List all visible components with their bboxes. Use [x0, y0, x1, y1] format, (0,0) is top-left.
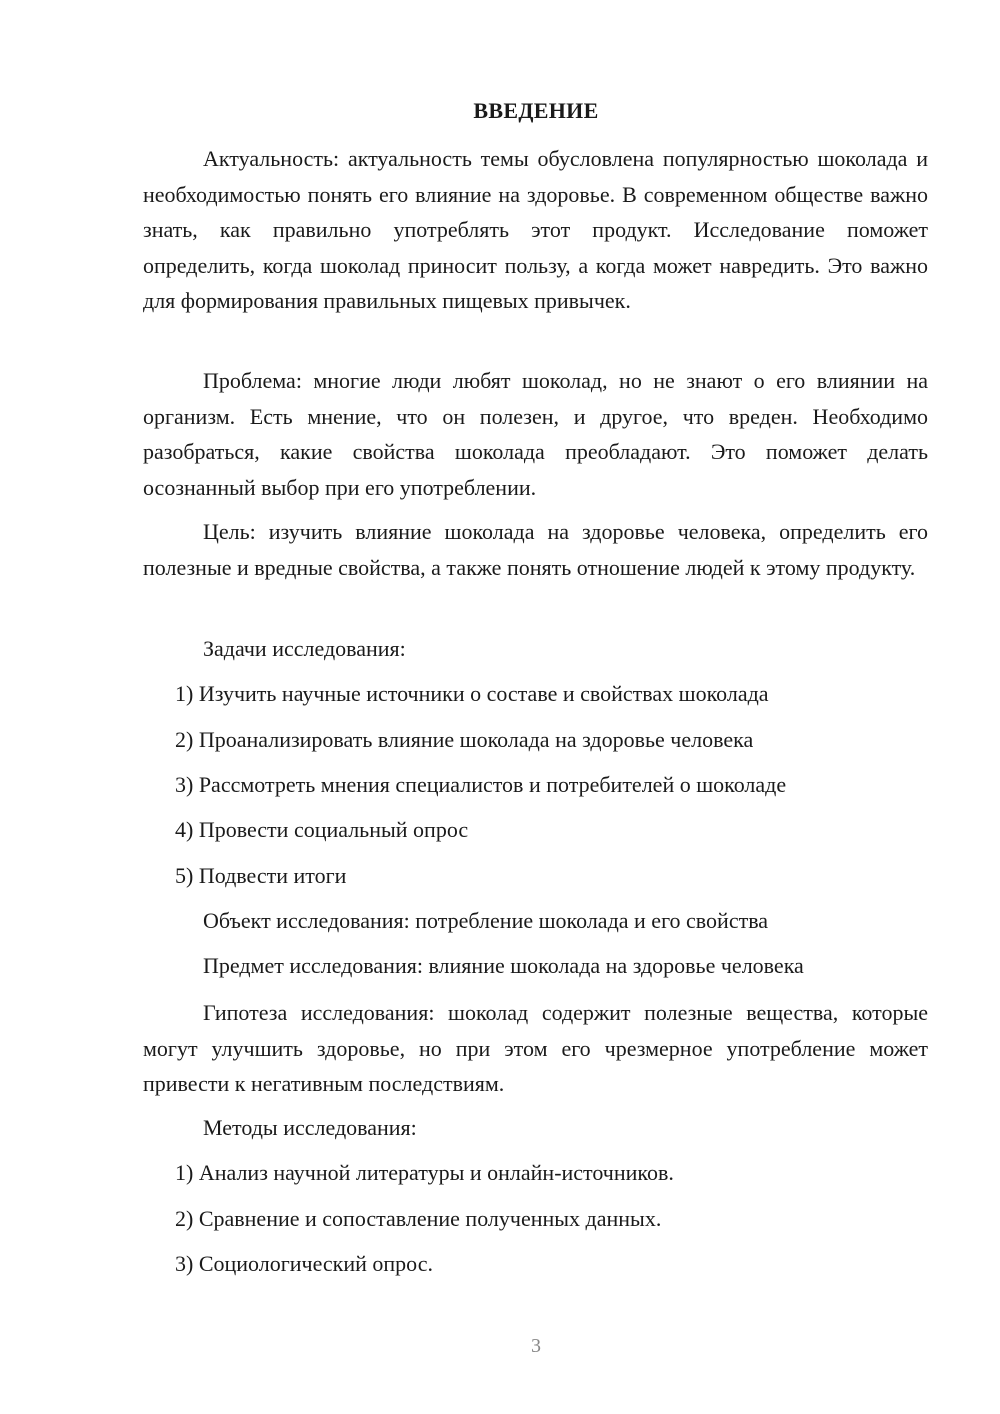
page-number: 3	[531, 1335, 541, 1357]
list-item: 2) Сравнение и сопоставление полученных данных.	[175, 1206, 662, 1231]
list-item: 1) Анализ научной литературы и онлайн-источников.	[175, 1160, 674, 1185]
list-item: 4) Провести социальный опрос	[175, 817, 469, 842]
research-object: Объект исследования: потребление шоколада и его свойства	[203, 908, 769, 933]
goal-paragraph: Цель: изучить влияние шоколада на здоровье человека, определить его полезные и вредные свойства, а также понять отношение людей к этому продукту.	[143, 519, 928, 580]
problem-paragraph: Проблема: многие люди любят шоколад, но не знают о его влиянии на организм. Есть мнение, что он полезен, и другое, что вреден. Необходимо разобраться, какие свойства шоколада преобладают. Это поможет делать осознанный выбор при его употреблении.	[143, 368, 928, 500]
page-heading: ВВЕДЕНИЕ	[473, 98, 599, 123]
relevance-paragraph: Актуальность: актуальность темы обусловлена популярностью шоколада и необходимостью понять его влияние на здоровье. В современном обществе важно знать, как правильно употреблять этот продукт. Исследование поможет определить, когда шоколад приносит пользу, а когда может навредить. Это важно для формирования правильных пищевых привычек.	[143, 146, 928, 313]
list-item: 2) Проанализировать влияние шоколада на здоровье человека	[175, 727, 754, 752]
list-item: 1) Изучить научные источники о составе и свойствах шоколада	[175, 681, 769, 706]
hypothesis-paragraph: Гипотеза исследования: шоколад содержит полезные вещества, которые могут улучшить здоровье, но при этом его чрезмерное употребление может привести к негативным последствиям.	[143, 1000, 928, 1096]
methods-label: Методы исследования:	[203, 1115, 417, 1140]
list-item: 3) Социологический опрос.	[175, 1251, 433, 1276]
tasks-label: Задачи исследования:	[203, 636, 406, 661]
list-item: 3) Рассмотреть мнения специалистов и потребителей о шоколаде	[175, 772, 787, 797]
list-item: 5) Подвести итоги	[175, 863, 347, 888]
research-subject: Предмет исследования: влияние шоколада на здоровье человека	[203, 953, 804, 978]
